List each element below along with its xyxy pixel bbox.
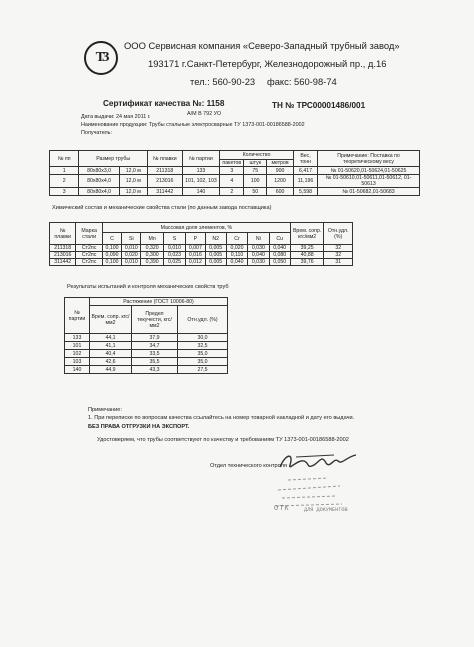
tn-number: ТН № ТРС00001486/001	[272, 101, 366, 110]
cell-yield: 33,5	[132, 350, 178, 358]
cell-packs: 2	[220, 188, 244, 196]
cell-grade: Ст2пс	[76, 259, 102, 266]
col-header-note: Примечание: Поставка по теоретическому весу	[318, 151, 420, 167]
cell-cu: 0,080	[269, 252, 290, 259]
cell-size: 80x80x4,0	[79, 175, 119, 188]
cell-size: 80x80x3,0	[79, 167, 119, 175]
chem-element-cr: Cr	[226, 233, 247, 245]
cell-weight: 11,196	[293, 175, 317, 188]
company-phone: тел.: 560-90-23	[190, 76, 256, 87]
chem-element-c: C	[102, 233, 121, 245]
cell-batch: 140	[182, 188, 220, 196]
chem-element-mn: Mn	[141, 233, 163, 245]
cell-n: 3	[50, 188, 79, 196]
col-header-pcs: штук	[244, 160, 267, 167]
mech-header-batch: № партии	[65, 298, 90, 334]
signature-icon	[276, 449, 360, 473]
mech-caption: Результаты испытаний и контроля механических свойств труб	[67, 284, 229, 290]
cell-elong: 32,5	[178, 342, 228, 350]
cell-packs: 4	[220, 175, 244, 188]
cell-s: 0,025	[163, 259, 185, 266]
chem-caption: Химический состав и механические свойства стали (по данным завода поставщика)	[52, 205, 272, 211]
col-header-n: № пп	[50, 151, 79, 167]
cell-batch: 101	[65, 342, 90, 350]
chem-element-s: S	[163, 233, 185, 245]
compliance-statement: Удостоверяем, что трубы соответствуют по качеству и требованиям ТУ 1373-001-00186588-2002	[97, 437, 349, 443]
certificate-title: Сертификат качества №: 1158	[103, 99, 225, 108]
chem-element-p: P	[186, 233, 205, 245]
chem-element-ni: Ni	[248, 233, 269, 245]
chem-header-elong: Отн.удл. (%)	[324, 223, 353, 245]
cell-n2: 0,005	[205, 252, 226, 259]
cell-length: 12,0 м	[119, 188, 147, 196]
cell-packs: 3	[220, 167, 244, 175]
cell-uts: 42,6	[90, 358, 132, 366]
col-header-weight: Вес, тонн	[293, 151, 317, 167]
cell-si: 0,020	[122, 252, 141, 259]
cell-si: 0,010	[122, 245, 141, 252]
col-header-melt: № плавки	[147, 151, 182, 167]
cell-uts: 39,76	[290, 259, 324, 266]
table-row	[50, 175, 420, 188]
cell-size: 80x80x4,0	[79, 188, 119, 196]
mech-header-yield: Предел текучести, кгс/мм2	[132, 306, 178, 334]
cell-elong: 31	[324, 259, 353, 266]
col-header-packs: пакетов	[220, 160, 244, 167]
cell-batch: 103	[65, 358, 90, 366]
table-row	[65, 358, 228, 366]
cell-batch: 102	[65, 350, 90, 358]
otk-label: Отдел технического контроля	[210, 463, 287, 469]
cell-yield: 43,3	[132, 366, 178, 374]
chem-header-mass: Массовая доля элементов, %	[102, 223, 290, 233]
notes-title: Примечание:	[88, 407, 122, 413]
cell-uts: 40,4	[90, 350, 132, 358]
shipment-table	[49, 150, 420, 196]
stamp-icon	[258, 474, 358, 534]
cell-melt: 211318	[147, 167, 182, 175]
cell-grade: Ст2пс	[76, 245, 102, 252]
stamp-otk: ОТК	[274, 505, 290, 513]
cell-grade: Ст2пс	[76, 252, 102, 259]
cell-s: 0,010	[163, 245, 185, 252]
cell-c: 0,090	[102, 252, 121, 259]
company-address: 193171 г.Санкт-Петербург, Железнодорожный пр., д.16	[148, 58, 387, 69]
cell-c: 0,100	[102, 245, 121, 252]
mech-header-uts: Врем. сопр. кгс/мм2	[90, 306, 132, 334]
cell-weight: 5,598	[293, 188, 317, 196]
issue-date: Дата выдачи: 24 мая 2011 г.	[81, 114, 151, 120]
cell-n: 1	[50, 167, 79, 175]
cell-yield: 37,9	[132, 334, 178, 342]
cell-note: № 01-50610,01-50611,01-50612, 01-50613	[318, 175, 420, 188]
product-name: Наименование продукции: Трубы стальные электросварные ТУ 1373-001-00186588-2002	[81, 122, 305, 128]
cell-batch: 101, 102, 103	[182, 175, 220, 188]
chem-element-n2: N2	[205, 233, 226, 245]
no-export-notice: БЕЗ ПРАВА ОТГРУЗКИ НА ЭКСПОРТ.	[88, 424, 190, 430]
chem-header-grade: Марка стали	[76, 223, 102, 245]
cell-elong: 32	[324, 252, 353, 259]
cell-p: 0,016	[186, 252, 205, 259]
logo-text: ТЗ	[95, 50, 107, 65]
cell-mn: 0,390	[141, 259, 163, 266]
cell-si: 0,010	[122, 259, 141, 266]
cell-ni: 0,040	[248, 252, 269, 259]
cell-elong: 35,0	[178, 358, 228, 366]
cell-elong: 35,0	[178, 350, 228, 358]
cell-pcs: 50	[244, 188, 267, 196]
cell-pcs: 100	[244, 175, 267, 188]
chem-header-melt: № плавки	[50, 223, 76, 245]
stamp-for-documents: ДЛЯ ДОКУМЕНТОВ	[304, 507, 348, 513]
cell-note: № 01-50620,01-50624,01-50625	[318, 167, 420, 175]
mech-header-elong: Отн.удл. (%)	[178, 306, 228, 334]
cell-uts: 44,9	[90, 366, 132, 374]
cell-s: 0,023	[163, 252, 185, 259]
cell-yield: 34,7	[132, 342, 178, 350]
cell-uts: 44,1	[90, 334, 132, 342]
cell-mn: 0,300	[141, 252, 163, 259]
mechanical-table	[64, 297, 228, 374]
cell-meters: 1200	[267, 175, 294, 188]
cell-elong: 30,0	[178, 334, 228, 342]
cell-length: 12,0 м	[119, 175, 147, 188]
cell-uts: 39,25	[290, 245, 324, 252]
table-row	[50, 259, 353, 266]
table-row	[50, 188, 420, 196]
cell-n2: 0,005	[205, 245, 226, 252]
chem-element-cu: Cu	[269, 233, 290, 245]
notes-line-1: 1. При переписке по вопросам качества ссылайтесь на номер товарной накладной и дату его выдачи.	[88, 415, 355, 421]
cell-yield: 35,5	[132, 358, 178, 366]
cell-cu: 0,040	[269, 245, 290, 252]
cell-n2: 0,005	[205, 259, 226, 266]
company-logo-icon	[84, 41, 118, 75]
vehicle-number: А/М В 792 УО	[187, 111, 222, 117]
cell-ni: 0,030	[248, 245, 269, 252]
col-header-qty: Количество	[220, 151, 294, 160]
chemical-table	[49, 222, 353, 266]
cell-cr: 0,040	[226, 259, 247, 266]
cell-pcs: 75	[244, 167, 267, 175]
cell-cr: 0,020	[226, 245, 247, 252]
col-header-size: Размер трубы	[79, 151, 147, 167]
cell-melt: 213016	[50, 252, 76, 259]
cell-cr: 0,110	[226, 252, 247, 259]
table-row	[50, 252, 353, 259]
cell-ni: 0,030	[248, 259, 269, 266]
mech-header-group: Растяжение (ГОСТ 10006-80)	[90, 298, 228, 306]
cell-elong: 32	[324, 245, 353, 252]
cell-cu: 0,050	[269, 259, 290, 266]
cell-elong: 27,5	[178, 366, 228, 374]
cell-p: 0,012	[186, 259, 205, 266]
cell-batch: 133	[182, 167, 220, 175]
cell-c: 0,100	[102, 259, 121, 266]
company-name: ООО Сервисная компания «Северо-Западный трубный завод»	[124, 40, 400, 51]
col-header-meters: метров	[267, 160, 294, 167]
cell-length: 12,0 м	[119, 167, 147, 175]
table-row	[65, 350, 228, 358]
cell-weight: 6,417	[293, 167, 317, 175]
table-row	[65, 342, 228, 350]
cell-batch: 140	[65, 366, 90, 374]
cell-melt: 213016	[147, 175, 182, 188]
table-row	[65, 366, 228, 374]
cell-n: 2	[50, 175, 79, 188]
cell-note: № 01-50682,01-50683	[318, 188, 420, 196]
cell-batch: 133	[65, 334, 90, 342]
chem-element-si: Si	[122, 233, 141, 245]
cell-mn: 0,320	[141, 245, 163, 252]
cell-meters: 600	[267, 188, 294, 196]
chem-header-uts: Врем. сопр. кгс/мм2	[290, 223, 324, 245]
receiver-label: Получатель:	[81, 130, 112, 136]
cell-p: 0,007	[186, 245, 205, 252]
cell-melt: 311442	[147, 188, 182, 196]
table-row	[50, 167, 420, 175]
cell-melt: 311442	[50, 259, 76, 266]
table-row	[65, 334, 228, 342]
cell-meters: 900	[267, 167, 294, 175]
table-row	[50, 245, 353, 252]
col-header-batch: № партии	[182, 151, 220, 167]
cell-uts: 41,1	[90, 342, 132, 350]
company-fax: факс: 560-98-74	[267, 76, 337, 87]
cell-uts: 40,88	[290, 252, 324, 259]
cell-melt: 211318	[50, 245, 76, 252]
